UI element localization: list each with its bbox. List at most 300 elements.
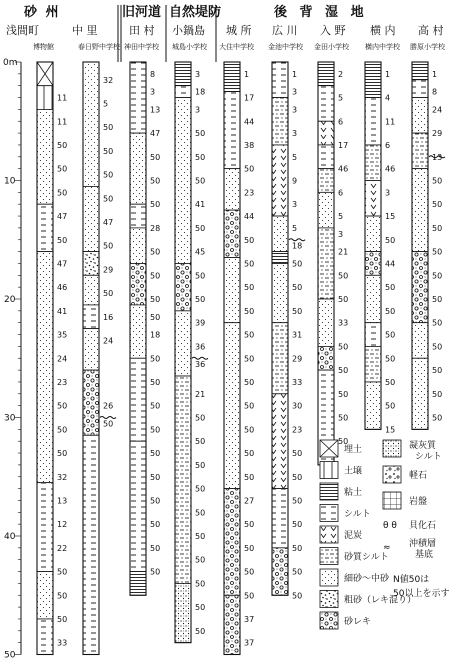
layer-silt <box>318 145 334 169</box>
n-value: 50 <box>150 152 161 162</box>
n-value: 44 <box>244 117 255 127</box>
n-value: 22 <box>57 543 68 553</box>
legend-item-soil <box>320 462 362 479</box>
n-value: 50 <box>292 591 303 601</box>
layer-silt <box>83 305 99 329</box>
n-value: 37 <box>244 638 255 648</box>
n-value: 8 <box>432 87 438 97</box>
n-value: 50 <box>195 295 206 304</box>
n-value: 50 <box>195 484 206 494</box>
n-value: 50 <box>195 176 206 186</box>
legend-swatch <box>320 591 338 608</box>
layer-dsilt <box>318 169 334 193</box>
n-value: 47 <box>150 129 161 139</box>
layer-fsand <box>175 98 191 264</box>
layer-clay <box>130 572 146 596</box>
legend-swatch <box>383 492 401 509</box>
group-dividers <box>118 5 216 62</box>
legend-label: 沖積層 <box>409 539 437 549</box>
borehole-column-1 <box>83 62 116 655</box>
layer-soil <box>37 86 53 110</box>
n-value: 23 <box>57 377 68 387</box>
n-value: 50 <box>195 532 206 541</box>
n-value: 50 <box>244 259 255 269</box>
legend-item-silt <box>320 505 371 522</box>
legend-swatch <box>320 612 338 629</box>
n-value: 50 <box>150 425 161 435</box>
n-value: 4 <box>385 93 391 103</box>
layer-clay <box>318 62 334 86</box>
location-4: 城 所 <box>226 24 252 37</box>
n-value: 50 <box>103 146 114 156</box>
layer-silt <box>37 483 53 572</box>
n-value: 44 <box>244 212 255 222</box>
n-value: 46 <box>338 164 349 174</box>
n-value: 50 <box>57 140 68 150</box>
n-value: 50 <box>57 567 68 577</box>
n-value: 50 <box>57 164 68 174</box>
legend-item-basal <box>383 537 436 560</box>
legend-label: 砂レキ <box>344 617 372 627</box>
n-value: 3 <box>292 87 298 97</box>
layer-gravel <box>412 252 428 323</box>
n-value: 50 <box>385 330 396 340</box>
legend-item-shell <box>383 519 436 531</box>
n-value: 50 <box>385 377 396 387</box>
layer-gravel <box>224 595 240 654</box>
n-value: 39 <box>195 318 206 328</box>
legend-item-gravel <box>320 612 371 629</box>
n-value: 50 <box>432 200 443 210</box>
n-value: 50 <box>244 306 255 316</box>
location-5: 広 川 <box>272 24 298 37</box>
n-value: 50 <box>432 176 443 186</box>
n-value: 33 <box>57 638 68 648</box>
location-0: 浅間町 <box>6 24 39 37</box>
n-value: 50 <box>103 289 114 299</box>
n-value: 18 <box>195 87 206 97</box>
site-0: 博物館 <box>33 43 54 51</box>
n-value: 50 <box>150 295 161 304</box>
layer-fsand <box>130 228 146 264</box>
legend-label: 砂質シルト <box>344 552 389 563</box>
legend-label-line2: 基底 <box>415 550 434 560</box>
n-value: 50 <box>338 342 349 352</box>
layer-dsilt <box>272 323 288 394</box>
layer-fsand <box>365 216 381 252</box>
n-value: 15 <box>385 212 396 222</box>
legend-label: 軽石 <box>409 471 428 481</box>
layer-gravel <box>175 263 191 310</box>
n-value: 50 <box>244 543 255 553</box>
n-value: 50 <box>244 472 255 482</box>
group-label-backmarsh: 後 背 湿 地 <box>274 5 368 20</box>
n-value: 23 <box>244 188 255 198</box>
n-value: 13 <box>57 496 68 506</box>
n-value: 50 <box>57 614 68 624</box>
layer-gravel <box>130 263 146 304</box>
borehole-column-3 <box>175 62 208 643</box>
n-value: 31 <box>292 330 303 340</box>
legend-swatch <box>320 526 338 543</box>
borehole-column-2 <box>130 62 160 595</box>
n-value: 11 <box>57 117 68 127</box>
n-value: 17 <box>338 140 349 150</box>
legend-label: 粗砂（レキ混り） <box>344 595 417 606</box>
n-value: 3 <box>292 200 298 210</box>
depth-tick-label: 50 <box>4 650 16 661</box>
n-value: 50 <box>244 567 255 577</box>
n-value: 23 <box>292 425 303 435</box>
n-value: 50 <box>432 389 443 399</box>
layer-clay <box>365 62 381 98</box>
n-value: 50 <box>150 472 161 482</box>
n-value: 41 <box>195 200 206 210</box>
site-3: 城島小学校 <box>172 43 207 51</box>
n-value: 33 <box>292 377 303 387</box>
alluvium-base-mark <box>289 239 305 241</box>
layer-dsilt <box>412 133 428 169</box>
n-value: 3 <box>150 87 156 97</box>
layer-fsand <box>175 311 191 376</box>
n-value: 50 <box>103 419 114 429</box>
n-value: 50 <box>244 164 255 174</box>
location-3: 小鍋島 <box>172 24 205 37</box>
n-value: 50 <box>432 295 443 304</box>
n-value: 50 <box>103 170 114 180</box>
layer-fsand <box>318 192 334 228</box>
n-value: 50 <box>57 425 68 435</box>
depth-axis <box>3 58 21 661</box>
n-value: 36 <box>195 342 206 352</box>
layer-silt <box>130 358 146 441</box>
n-value: 50 <box>244 330 255 340</box>
layer-silt <box>272 489 288 548</box>
n-value: 50 <box>195 129 206 139</box>
layer-fsand <box>365 382 381 429</box>
n-value: 1 <box>244 69 250 79</box>
layer-silt <box>224 92 240 169</box>
group-label-sandbar: 砂 州 <box>24 5 61 20</box>
n-value: 18 <box>292 241 303 251</box>
layer-gravel <box>365 252 381 276</box>
n-value: 6 <box>338 188 344 198</box>
n-value: 17 <box>244 93 255 103</box>
n-value: 50 <box>432 342 443 352</box>
layer-gravel <box>224 210 240 257</box>
layer-silt <box>130 441 146 571</box>
layer-fsand <box>412 98 428 134</box>
n-value: 50 <box>432 366 443 376</box>
layer-clay <box>272 252 288 264</box>
layer-peat <box>272 145 288 216</box>
legend-swatch <box>320 569 338 586</box>
n-value: 3 <box>292 105 298 115</box>
layer-fsand <box>37 252 53 483</box>
layer-gravel <box>83 370 99 435</box>
legend-label: 貝化石 <box>409 521 437 531</box>
n-value: 50 <box>432 271 443 281</box>
n-value: 50 <box>385 401 396 411</box>
n-value: 50 <box>292 567 303 577</box>
n-value: 50 <box>244 354 255 364</box>
n-value: 50 <box>150 567 161 577</box>
legend-label: 泥炭 <box>344 531 363 541</box>
borehole-column-8 <box>412 62 445 429</box>
n-value: 50 <box>292 449 303 459</box>
legend <box>320 439 449 629</box>
layer-dsilt <box>365 145 381 181</box>
n-value: 50 <box>150 377 161 387</box>
layer-silt <box>37 619 53 655</box>
layer-peat <box>318 121 334 145</box>
n-value: 50 <box>150 354 161 364</box>
legend-label: 土壌 <box>344 466 363 477</box>
group-label-natural-levee: 自然堤防 <box>169 5 222 20</box>
legend-item-pumice <box>383 466 427 483</box>
n-value: 29 <box>103 265 114 275</box>
legend-swatch <box>383 440 401 457</box>
n-value: 50 <box>195 555 206 565</box>
n-value: 50 <box>292 496 303 506</box>
n-value: 33 <box>338 318 349 328</box>
layer-fsand <box>37 109 53 204</box>
layer-fsand <box>130 305 146 358</box>
n-value: 50 <box>150 312 161 322</box>
n-value: 1 <box>385 69 391 79</box>
n-value: 50 <box>57 188 68 198</box>
legend-note: 50以上を示す <box>393 589 450 599</box>
n-value: 5 <box>338 212 344 222</box>
n-value: 24 <box>57 354 68 364</box>
n-value: 28 <box>150 223 161 233</box>
layer-clay <box>412 62 428 80</box>
layer-fsand <box>272 263 288 322</box>
n-value: 50 <box>244 401 255 411</box>
n-value: 46 <box>385 164 396 174</box>
depth-tick-label: 20 <box>4 295 16 305</box>
n-value: 36 <box>195 360 206 370</box>
legend-item-dsilt <box>320 548 389 565</box>
n-value: 50 <box>338 389 349 399</box>
n-value: 35 <box>57 330 68 340</box>
layer-fsand <box>318 299 334 346</box>
layer-fsand <box>83 275 99 305</box>
n-value: 1 <box>292 69 298 79</box>
n-value: 50 <box>338 437 349 447</box>
n-value: 29 <box>292 354 303 364</box>
legend-note: N値50は <box>393 575 430 585</box>
layer-fsand <box>365 275 381 322</box>
layer-silt <box>272 62 288 98</box>
n-value: 50 <box>195 508 206 518</box>
n-value: 27 <box>244 496 255 506</box>
layer-fsand <box>272 216 288 252</box>
legend-swatch <box>320 483 338 500</box>
n-value: 46 <box>57 283 68 293</box>
n-value: 50 <box>292 306 303 316</box>
n-value: 50 <box>57 235 68 245</box>
alluvium-base-mark <box>192 357 208 359</box>
layer-fsand <box>83 186 99 251</box>
n-value: 50 <box>150 176 161 186</box>
legend-label: 細砂～中砂 <box>344 574 390 584</box>
n-value: 50 <box>338 295 349 304</box>
n-value: 5 <box>292 223 298 233</box>
n-value: 50 <box>244 449 255 459</box>
legend-label-line2: シルト <box>415 452 442 462</box>
n-value: 50 <box>338 413 349 423</box>
legend-swatch <box>320 462 338 479</box>
n-value: 5 <box>338 93 344 103</box>
layer-silt <box>365 323 381 347</box>
legend-label: 埋土 <box>344 445 363 455</box>
n-value: 50 <box>195 437 206 447</box>
legend-swatch <box>383 466 401 483</box>
n-value: 8 <box>150 69 156 79</box>
depth-tick-label: 10 <box>4 176 16 187</box>
layer-fsand <box>412 323 428 359</box>
n-value: 50 <box>195 626 206 636</box>
layer-silt <box>412 80 428 98</box>
n-value: 50 <box>103 123 114 133</box>
n-value: 11 <box>57 93 68 103</box>
layer-silt <box>318 86 334 122</box>
legend-label: 岩盤 <box>409 497 428 507</box>
n-value: 50 <box>150 496 161 506</box>
n-value: 50 <box>150 520 161 530</box>
layer-fsand <box>412 358 428 429</box>
n-value: 50 <box>150 271 161 281</box>
layer-clay <box>175 62 191 86</box>
depth-tick-label: 0m <box>3 58 18 68</box>
n-value: 50 <box>103 241 114 251</box>
borehole-column-7 <box>365 62 395 434</box>
site-8: 勝原小学校 <box>410 43 445 51</box>
layer-dsilt <box>318 228 334 299</box>
layer-fsand <box>83 329 99 370</box>
n-value: 38 <box>244 140 255 150</box>
layer-silt <box>130 62 146 133</box>
n-value: 50 <box>195 271 206 281</box>
n-value: 3 <box>338 229 344 239</box>
layer-fsand <box>130 133 146 204</box>
n-value: 13 <box>150 105 161 115</box>
location-8: 高 村 <box>418 24 444 37</box>
n-value: 3 <box>195 69 201 79</box>
location-2: 田 村 <box>129 24 155 37</box>
legend-label: シルト <box>344 509 371 520</box>
n-value: 50 <box>244 520 255 530</box>
n-value: 3 <box>385 188 391 198</box>
n-value: 5 <box>292 152 298 162</box>
n-value: 50 <box>103 194 114 204</box>
n-value: 29 <box>432 129 443 139</box>
n-value: 21 <box>338 247 349 257</box>
legend-swatch <box>320 548 338 565</box>
layer-fsand <box>412 169 428 252</box>
n-value: 50 <box>292 543 303 553</box>
borehole-column-6 <box>318 62 348 465</box>
n-value: 16 <box>103 312 114 322</box>
n-value: 47 <box>57 259 68 269</box>
layer-fsand <box>224 169 240 210</box>
n-value: 18 <box>150 330 161 340</box>
layer-peat <box>365 181 381 217</box>
n-value: 50 <box>57 401 68 411</box>
layer-peat <box>272 394 288 489</box>
n-value: 50 <box>385 235 396 245</box>
layer-silt <box>83 435 99 654</box>
n-value: 32 <box>57 472 68 482</box>
site-5: 金池中学校 <box>268 43 303 51</box>
layer-csand <box>83 252 99 276</box>
site-1: 春日野中学校 <box>78 43 120 51</box>
legend-item-fsand <box>320 569 390 586</box>
n-value: 24 <box>103 336 114 346</box>
alluvium-base-mark <box>100 417 116 419</box>
n-value: 44 <box>385 259 396 269</box>
n-value: 50 <box>150 449 161 459</box>
n-value: 1 <box>432 69 438 79</box>
legend-item-peat <box>320 526 362 543</box>
layer-silt <box>37 204 53 251</box>
depth-tick-label: 40 <box>4 532 16 542</box>
n-value: 3 <box>195 105 201 115</box>
n-value: 50 <box>195 603 206 613</box>
n-value: 37 <box>244 614 255 624</box>
n-value: 15 <box>385 425 396 435</box>
n-value: 50 <box>385 354 396 364</box>
n-value: 41 <box>57 306 68 316</box>
n-value: 50 <box>195 413 206 423</box>
borehole-column-4 <box>224 62 254 663</box>
layer-silt <box>130 204 146 228</box>
n-value: 50 <box>150 200 161 210</box>
n-value: 50 <box>244 377 255 387</box>
layer-clay <box>224 62 240 92</box>
n-value: 50 <box>432 413 443 423</box>
n-value: 13 <box>432 152 443 162</box>
location-7: 横 内 <box>370 24 396 37</box>
n-value: 50 <box>195 152 206 162</box>
n-value: 32 <box>103 75 114 85</box>
n-value: 50 <box>244 591 255 601</box>
n-value: 50 <box>195 579 206 589</box>
legend-swatch <box>320 505 338 522</box>
group-label-old-channel: 旧河道 <box>122 5 162 20</box>
n-value: 50 <box>150 247 161 257</box>
n-value: 50 <box>244 425 255 435</box>
layer-fsand <box>224 323 240 489</box>
n-value: 50 <box>195 223 206 233</box>
legend-symbol: θ θ <box>383 521 397 531</box>
layer-dsilt <box>365 346 381 382</box>
n-value: 50 <box>385 306 396 316</box>
site-6: 金田小学校 <box>314 43 349 51</box>
n-value: 50 <box>150 401 161 411</box>
location-1: 中 里 <box>72 24 98 37</box>
borehole-column-5 <box>272 62 305 600</box>
n-value: 45 <box>195 247 206 257</box>
n-value: 47 <box>103 217 114 227</box>
site-2: 神田中学校 <box>124 43 159 51</box>
layer-dsilt <box>175 376 191 583</box>
legend-symbol: ≈ <box>383 543 391 553</box>
borehole-columns <box>37 62 445 663</box>
n-value: 21 <box>195 389 206 399</box>
site-4: 大住中学校 <box>219 43 254 51</box>
